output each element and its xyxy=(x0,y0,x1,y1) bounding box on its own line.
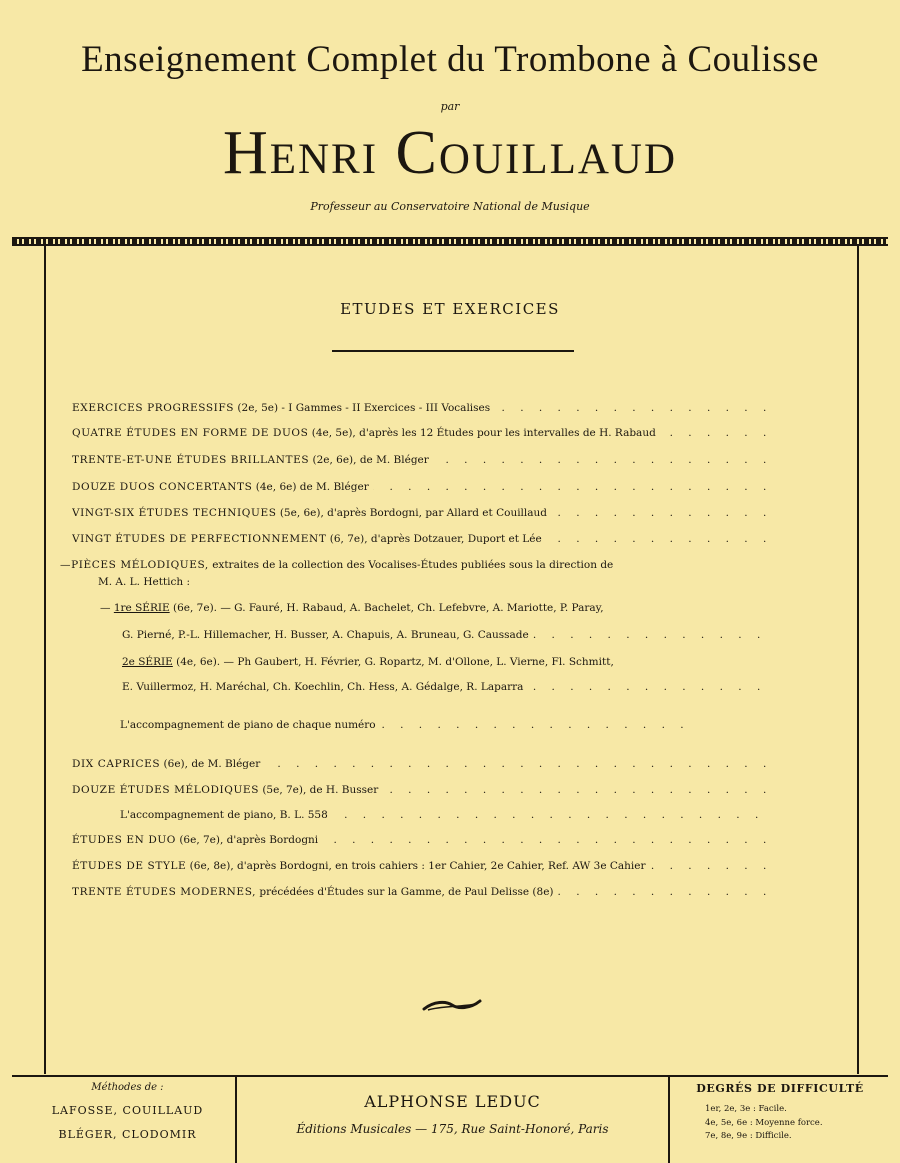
list-item xyxy=(120,808,772,822)
item-title: EXERCICES PROGRESSIFS xyxy=(72,402,235,414)
item-title: TRENTE ÉTUDES MODERNES, xyxy=(72,886,257,898)
item-title: ÉTUDES EN DUO xyxy=(72,834,176,846)
item-title: VINGT-SIX ÉTUDES TECHNIQUES xyxy=(72,507,277,519)
item-title: DOUZE DUOS CONCERTANTS xyxy=(72,481,253,493)
author-subtitle: Professeur au Conservatoire National de Musique xyxy=(310,200,590,213)
pieces-note-text: L'accompagnement de piano de chaque numéro xyxy=(120,719,380,731)
item-title: ÉTUDES DE STYLE xyxy=(72,860,187,872)
list-item xyxy=(72,757,772,771)
difficulty-level: 4e, 5e, 6e : Moyenne force. xyxy=(705,1118,823,1128)
list-item xyxy=(72,885,772,899)
item-detail: (2e, 6e), de M. Bléger xyxy=(309,454,429,466)
item-title: VINGT ÉTUDES DE PERFECTIONNEMENT xyxy=(72,533,327,545)
list-item xyxy=(72,859,772,873)
item-detail: L'accompagnement de piano, B. L. 558 xyxy=(120,809,328,821)
list-item xyxy=(72,506,772,520)
serie-1-label: 1re SÉRIE xyxy=(113,602,170,614)
serie-2-detail: (4e, 6e). — Ph Gaubert, H. Février, G. Ropartz, M. d'Ollone, L. Vierne, Fl. Schmitt, xyxy=(172,656,614,668)
list-item xyxy=(72,453,772,467)
item-title: DOUZE ÉTUDES MÉLODIQUES xyxy=(72,784,259,796)
serie-2-row xyxy=(122,655,772,669)
publisher-name: ALPHONSE LEDUC xyxy=(364,1092,541,1111)
frame-left-rule xyxy=(44,246,46,1074)
author-last: Couillaud xyxy=(395,119,678,187)
par-label: par xyxy=(440,100,460,113)
pieces-title: —PIÈCES MÉLODIQUES, xyxy=(60,559,209,571)
pieces-detail: extraites de la collection des Vocalises-Études publiées sous la direction de xyxy=(208,559,614,571)
item-detail: (4e, 6e) de M. Bléger xyxy=(252,481,369,493)
methodes-authors-2: BLÉGER, CLODOMIR xyxy=(58,1128,197,1141)
item-title: DIX CAPRICES xyxy=(72,758,161,770)
flourish-ornament xyxy=(420,995,484,1015)
methodes-label: Méthodes de : xyxy=(91,1082,164,1093)
serie-1-row-cont xyxy=(122,628,772,642)
pieces-note xyxy=(120,718,686,732)
pieces-header xyxy=(60,558,772,572)
list-item xyxy=(72,401,772,415)
item-title: TRENTE-ET-UNE ÉTUDES BRILLANTES xyxy=(72,454,310,466)
author-first: Henri xyxy=(222,119,379,187)
list-item xyxy=(72,783,772,797)
item-detail: précédées d'Études sur la Gamme, de Paul Delisse (8e) xyxy=(256,886,554,898)
serie-1-detail-2: G. Pierné, P.-L. Hillemacher, H. Busser, A. Chapuis, A. Bruneau, G. Caussade xyxy=(122,629,533,641)
section-heading: ETUDES ET EXERCICES xyxy=(340,300,560,318)
footer-rule xyxy=(12,1075,888,1077)
pieces-detail-2: M. A. L. Hettich : xyxy=(98,576,194,588)
list-item xyxy=(72,833,772,847)
methodes-authors-1: LAFOSSE, COUILLAUD xyxy=(51,1104,204,1117)
item-detail: (6e, 7e), d'après Bordogni xyxy=(176,834,319,846)
item-detail: (6, 7e), d'après Dotzauer, Duport et Lée xyxy=(326,533,542,545)
list-item xyxy=(72,480,772,494)
author-name xyxy=(0,118,900,189)
difficulty-level: 7e, 8e, 9e : Difficile. xyxy=(705,1131,792,1141)
item-detail: (6e, 8e), d'après Bordogni, en trois cahiers : 1er Cahier, 2e Cahier, Ref. AW 3e Cahier xyxy=(186,860,646,872)
footer-divider xyxy=(235,1077,237,1163)
list-item xyxy=(72,532,772,546)
item-detail: (4e, 5e), d'après les 12 Études pour les intervalles de H. Rabaud xyxy=(308,427,656,439)
item-detail: (5e, 6e), d'après Bordogni, par Allard et Couillaud xyxy=(276,507,548,519)
serie-1-detail: (6e, 7e). — G. Fauré, H. Rabaud, A. Bachelet, Ch. Lefebvre, A. Mariotte, P. Paray, xyxy=(169,602,604,614)
item-detail: (6e), de M. Bléger xyxy=(160,758,261,770)
item-detail: (5e, 7e), de H. Busser xyxy=(258,784,379,796)
method-title: Enseignement Complet du Trombone à Coulisse xyxy=(81,39,819,80)
list-item xyxy=(72,426,772,440)
decorative-border xyxy=(12,237,888,246)
serie-1-row: — 1re SÉRIE (6e, 7e). — G. Fauré, H. Rabaud, A. Bachelet, Ch. Lefebvre, A. Mariotte, P. Paray, xyxy=(100,601,772,615)
item-title: QUATRE ÉTUDES EN FORME DE DUOS xyxy=(72,427,309,439)
pieces-header-cont xyxy=(98,575,772,589)
serie-2-label: 2e SÉRIE xyxy=(122,656,173,668)
publisher-address: Éditions Musicales — 175, Rue Saint-Honoré, Paris xyxy=(296,1122,609,1136)
frame-right-rule xyxy=(857,246,859,1074)
item-detail: (2e, 5e) - I Gammes - II Exercices - III Vocalises xyxy=(234,402,491,414)
serie-2-detail-2: E. Vuillermoz, H. Maréchal, Ch. Koechlin, Ch. Hess, A. Gédalge, R. Laparra xyxy=(122,681,527,693)
difficulty-level: 1er, 2e, 3e : Facile. xyxy=(705,1104,787,1114)
difficulty-title: DEGRÉS DE DIFFICULTÉ xyxy=(696,1082,864,1095)
heading-underline xyxy=(332,350,574,352)
serie-2-row-cont xyxy=(122,680,772,694)
